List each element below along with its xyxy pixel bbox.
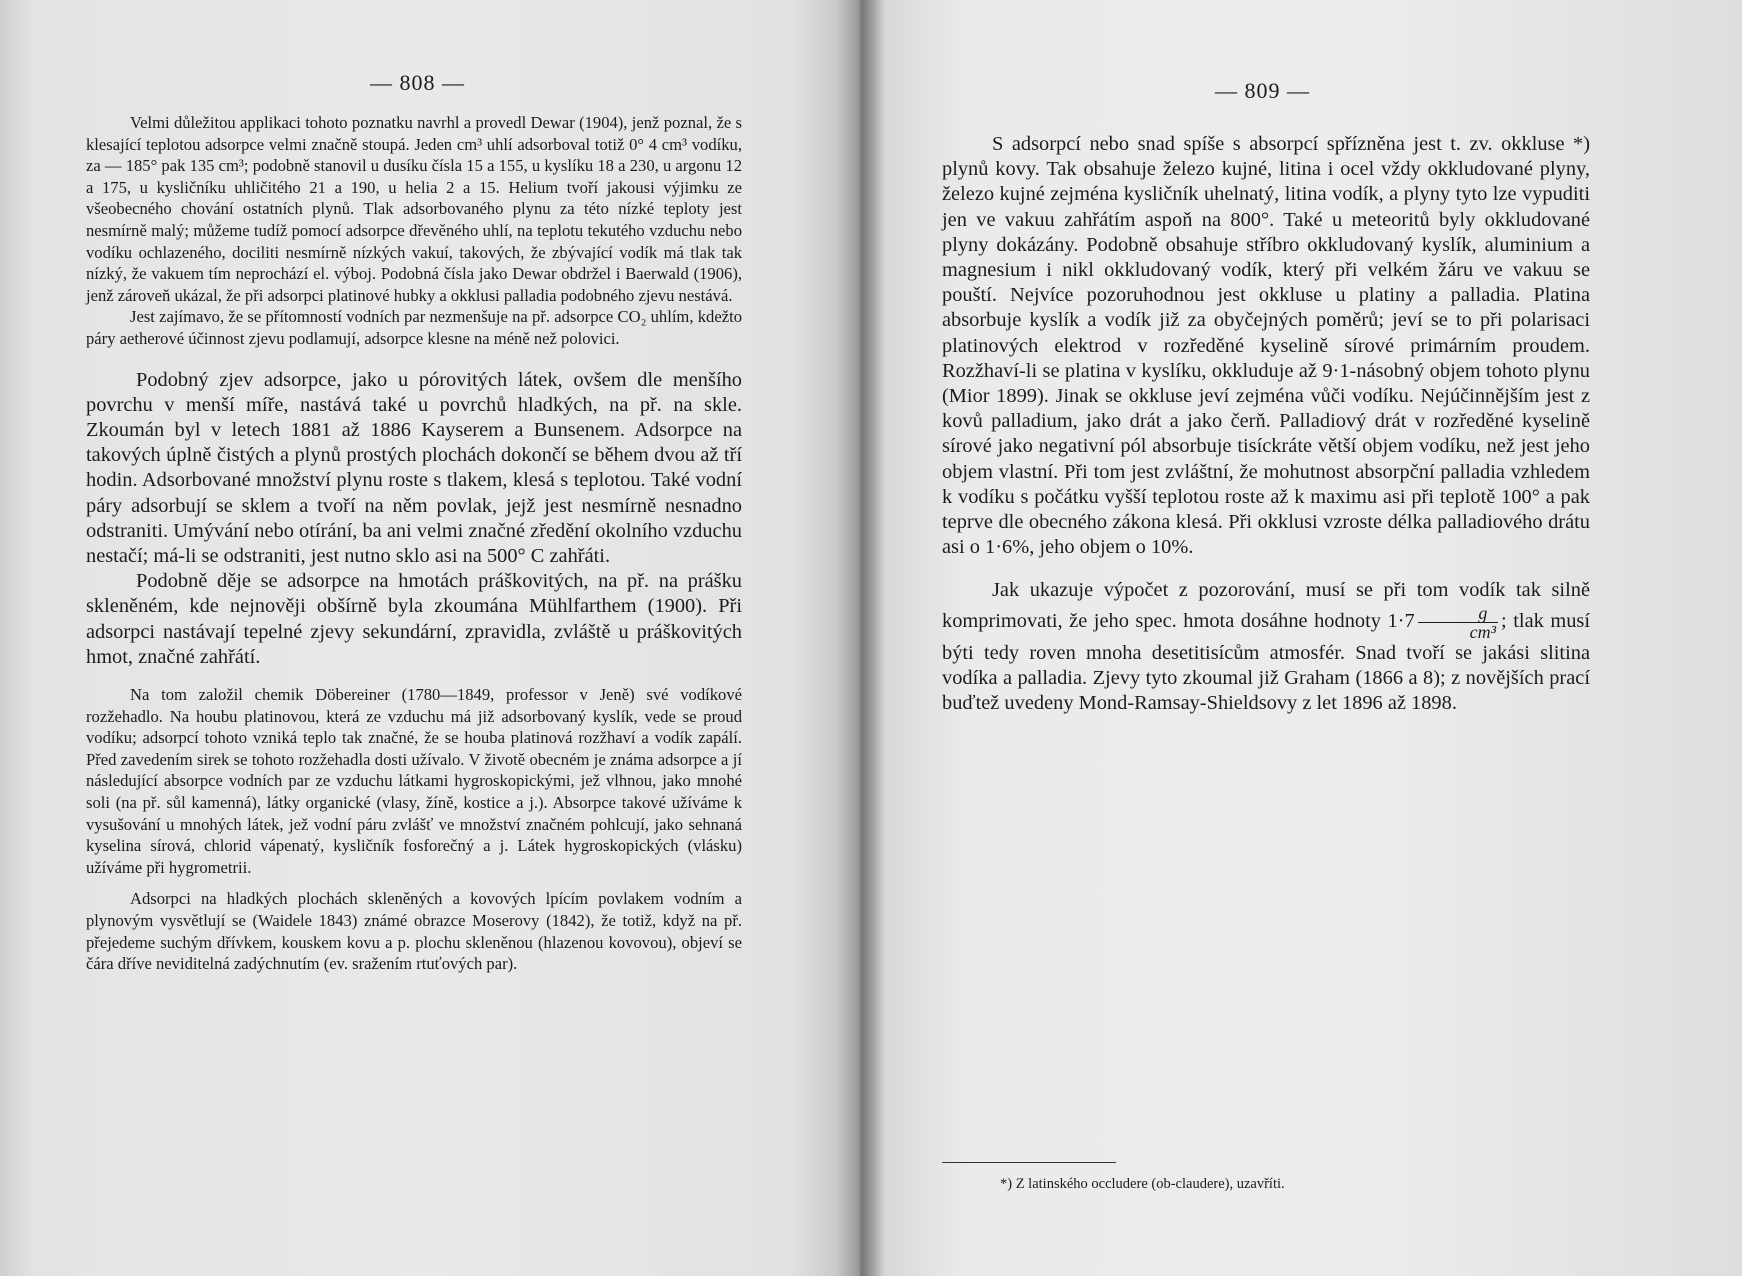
- book-gutter: [836, 0, 884, 1276]
- paragraph-dewar: Velmi důležitou applikaci tohoto poznatku navrhl a provedl Dewar (1904), jenž poznal, že s klesající teplotou adsorpce velmi značně stoupá. Jeden cm³ uhlí adsorboval totiž 0° 4 cm³ vodíku, za — 185° pak 135 cm³; podobně stanovil u dusíku čísla 15 a 155, u kyslíku 18 a 230, u argonu 12 a 175, u kysličníku uhličitého 21 a 190, u helia 2 a 15. Helium tvoří jakousi výjimku ze všeobecného chování ostatních plynů. Tlak adsorbovaného plynu za této nízké teploty jest nesmírně malý; můžeme tudíž pomocí adsorpce dřevěného uhlí, na teplotu tekutého vzduchu nebo vodíku ochlazeného, dociliti nesmírně nízkých vakuí, takových, že zbývající vodík má tlak tak nízký, že vakuem tím neprochází el. výboj. Podobná čísla jako Dewar obdržel i Baerwald (1906), jenž zároveň ukázal, že při adsorpci platinové hubky a okklusi palladia podobného zjevu nestává.: [86, 113, 742, 305]
- left-page-number: — 808 —: [370, 70, 465, 95]
- paragraph-dobereiner: Na tom založil chemik Döbereiner (1780—1849, professor v Jeně) své vodíkové rozžehadlo. Na houbu platinovou, která ze vzduchu má již adsorbovaný kyslík, vede se proud vodíku; adsorpcí tohoto vzniká teplo tak značné, že se houba platinová rozžhaví a vodík zapálí. Před zavedením sirek se tohoto rozžehadla dosti užívalo. V životě obecném je známa adsorpce a jí následující absorpce vodních par ze vzduchu látkami hygroskopickými, jež vlhnou, jako mnohé soli (na př. sůl kamenná), látky organické (vlasy, žíně, kostice a j.). Absorpce takové užíváme k vysušování u mnohých látek, jež vodní páru zvlášť ve množství značném pohlcují, jako sehnaná kyselina sírová, chlorid vápenatý, kysličník fosforečný a j. Látek hygroskopických (vlásku) užíváme při hygrometrii.: [86, 684, 742, 877]
- paragraph-occlusion: S adsorpcí nebo snad spíše s absorpcí spřízněna jest t. zv. okkluse *) plynů kovy. Tak obsahuje železo kujné, litina i ocel vždy okkludované plyny, železo kujné zejména kysličník uhelnatý, litina vodík, a plyny tyto lze vypuditi jen ve vakuu zahřátím aspoň na 800°. Také u meteoritů byly okkludované plyny dokázány. Podobně obsahuje stříbro okkludovaný kyslík, aluminium a magnesium i nikl okkludovaný vodík, který při velkém žáru ve vakuu se pouští. Nejvíce pozoruhodnou jest okkluse u platiny a palladia. Platina absorbuje kyslík a vodík již za obyčejných poměrů; jeví se to při polarisaci platinových elektrod v rozředěné kyselině sírové primárním proudem. Rozžhaví-li se platina v kyslíku, okkluduje až 9·1-násobný objem tohoto plynu (Mior 1899). Jinak se okkluse jeví zejména vůči vodíku. Nejúčinnějším jest z kovů palladium, jako drát a jako čerň. Palladiový drát v rozředěné kyselině sírové jako negativní pól absorbuje tisíckráte větší objem vodíku, než jest jeho objem vlastní. Při tom jest zvláštní, že mohutnost absorpční palladia vzhledem k vodíku s počátku vyšší teplotou roste až k maximu asi při teplotě 100° a pak teprve dle obecného zákona klesá. Při okklusi vzroste délka palladiového drátu asi o 1·6%, jeho objem o 10%.: [942, 133, 1590, 559]
- right-page-text: [942, 132, 1590, 716]
- compression-text-start: Jak ukazuje výpočet z pozorování, musí se při tom vodík tak silně komprimovati, že jeho spec. hmota dosáhne hodnoty 1·7: [942, 579, 1590, 632]
- compression-text-end: ; tlak musí býti tedy roven mnoha desetitisícům atmosfér. Snad tvoří se jakási slitina vodíka a palladia. Zjevy tyto zkoumal již Graham (1866 a 8); z novějších prací buďtež uvedeny Mond-Ramsay-Shieldsovy z let 1896 až 1898.: [942, 609, 1590, 715]
- paragraph-powders: Podobně děje se adsorpce na hmotách práškovitých, na př. na prášku skleněném, kde nejnověji obšírně byla zkoumána Mühlfarthem (1900). Při adsorpci nastávají tepelné zjevy sekundární, zpravidla, zvláště u práškovitých hmot, značné zahřátí.: [86, 570, 742, 668]
- density-fraction: [1418, 604, 1498, 641]
- footnote: *) Z latinského occludere (ob-claudere), uzavříti.: [1000, 1176, 1285, 1192]
- left-page-text: [86, 112, 742, 975]
- footnote-rule: [942, 1162, 1116, 1163]
- paragraph-water-vapour: Jest zajímavo, že se přítomností vodních par nezmenšuje na př. adsorpce CO₂ uhlím, kdežto páry aetherové účinnost zjevu podlamují, adsorpce klesne na méně než polovici.: [86, 307, 742, 348]
- right-page-number: — 809 —: [1215, 78, 1310, 103]
- paragraph-compression: [942, 578, 1590, 716]
- fraction-numerator: g: [1418, 604, 1498, 623]
- fraction-denominator: cm³: [1469, 621, 1497, 642]
- paragraph-glass-adsorption: Podobný zjev adsorpce, jako u pórovitých látek, ovšem dle menšího povrchu v menší míře, nastává také u povrchů hladkých, na př. na skle. Zkoumán byl v letech 1881 až 1886 Kayserem a Bunsenem. Adsorpce na takových úplně čistých a plynů prostých plochách dokončí se během dvou až tří hodin. Adsorbované množství plynu roste s tlakem, klesá s teplotou. Také vodní páry adsorbují se sklem a tvoří na něm povlak, jejž jest nesmírně nesnadno odstraniti. Umývání nebo otírání, ba ani velmi značné zředění okolního vzduchu nestačí; má-li se odstraniti, jest nutno sklo asi na 500° C zahřáti.: [86, 368, 742, 567]
- paragraph-moser-figures: Adsorpci na hladkých plochách skleněných a kovových lpícím povlakem vodním a plynovým vysvětlují se (Waidele 1843) známé obrazce Moserovy (1842), že totiž, když na př. přejedeme suchým dřívkem, kouskem kovu a p. plochu skleněnou (hlazenou kovovou), objeví se čára dříve neviditelná zadýchnutím (ev. sražením rtuťových par).: [86, 889, 742, 974]
